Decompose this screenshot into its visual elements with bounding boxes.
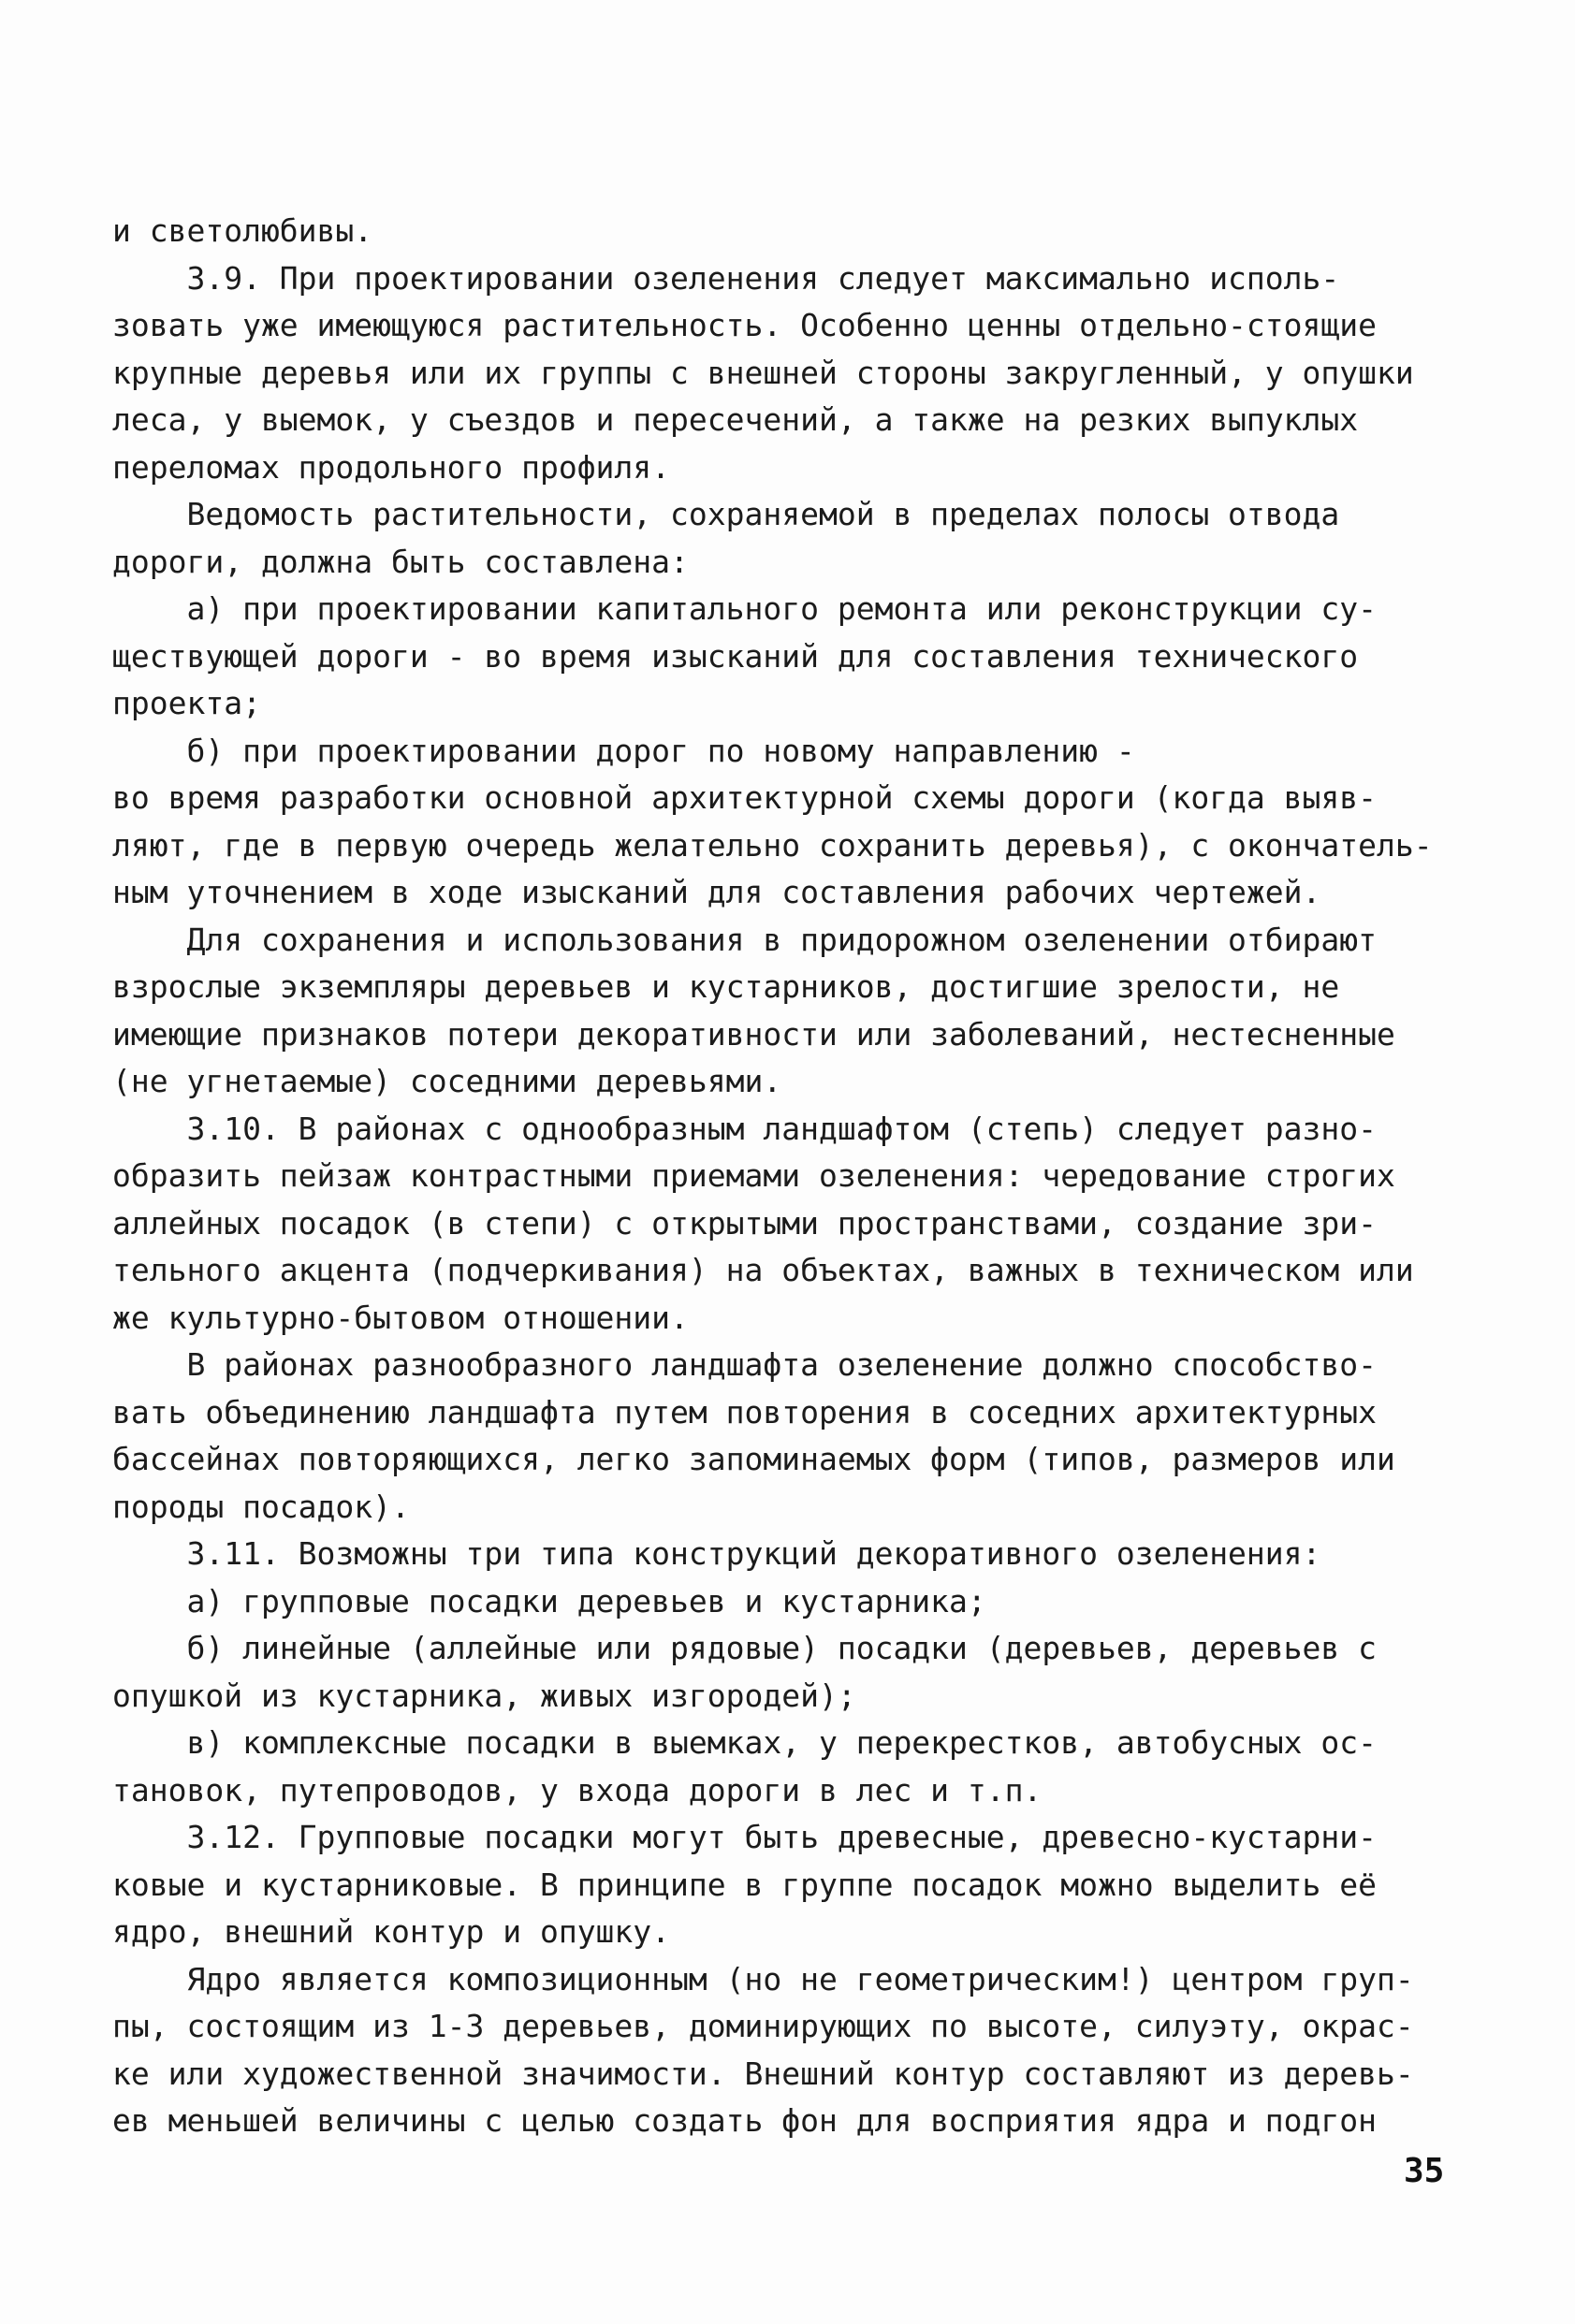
text-line: опушкой из кустарника, живых изгородей); (112, 1677, 856, 1714)
text-line: проекта; (112, 685, 261, 721)
text-line: зовать уже имеющуюся растительность. Особенно ценны отдельно-стоящие (112, 307, 1378, 343)
text-line: В районах разнообразного ландшафта озеленение должно способство- (112, 1346, 1378, 1383)
text-line: породы посадок). (112, 1488, 410, 1525)
body-text (112, 208, 1460, 2145)
text-line: а) при проектировании капитального ремонта или реконструкции су- (112, 590, 1378, 627)
text-line: тановок, путепроводов, у входа дороги в лес и т.п. (112, 1771, 1043, 1808)
text-line: ным уточнением в ходе изысканий для составления рабочих чертежей. (112, 874, 1321, 910)
text-line: ществующей дороги - во время изысканий для составления технического (112, 637, 1359, 675)
text-line: вать объединению ландшафта путем повторения в соседних архитектурных (112, 1393, 1378, 1431)
text-line: Ведомость растительности, сохраняемой в пределах полосы отвода (112, 496, 1340, 532)
text-line: 3.12. Групповые посадки могут быть древесные, древесно-кустарни- (112, 1819, 1378, 1855)
text-line: ядро, внешний контур и опушку. (112, 1913, 671, 1950)
text-line: б) при проектировании дорог по новому направлению - (112, 732, 1135, 769)
text-line: во время разработки основной архитектурной схемы дороги (когда выяв- (112, 779, 1378, 816)
text-line: ке или художественной значимости. Внешний контур составляют из деревь- (112, 2055, 1414, 2092)
text-line: тельного акцента (подчеркивания) на объектах, важных в техническом или (112, 1252, 1414, 1288)
text-line: 3.10. В районах с однообразным ландшафтом (степь) следует разно- (112, 1110, 1378, 1147)
text-line: в) комплексные посадки в выемках, у перекрестков, автобусных ос- (112, 1724, 1378, 1761)
text-line: Для сохранения и использования в придорожном озеленении отбирают (112, 921, 1378, 958)
text-line: 3.11. Возможны три типа конструкций декоративного озеленения: (112, 1535, 1321, 1572)
text-line: образить пейзаж контрастными приемами озеленения: чередование строгих (112, 1157, 1395, 1194)
text-line: леса, у выемок, у съездов и пересечений, а также на резких выпуклых (112, 401, 1359, 438)
text-line: имеющие признаков потери декоративности или заболеваний, нестесненные (112, 1015, 1395, 1053)
text-line: ковые и кустарниковые. В принципе в группе посадок можно выделить её (112, 1866, 1378, 1903)
text-line: пы, состоящим из 1-3 деревьев, доминирующих по высоте, силуэту, окрас- (112, 2008, 1414, 2044)
text-line: взрослые экземпляры деревьев и кустарников, достигшие зрелости, не (112, 968, 1340, 1005)
text-line: дороги, должна быть составлена: (112, 543, 689, 580)
text-line: Ядро является композиционным (но не геометрическим!) центром груп- (112, 1960, 1414, 1997)
text-line: аллейных посадок (в степи) с открытыми пространствами, создание зри- (112, 1204, 1378, 1242)
text-line: переломах продольного профиля. (112, 448, 671, 486)
page-number: 35 (1404, 2152, 1445, 2190)
text-line: а) групповые посадки деревьев и кустарника; (112, 1582, 986, 1620)
text-line: бассейнах повторяющихся, легко запоминаемых форм (типов, размеров или (112, 1441, 1395, 1477)
text-line: ев меньшей величины с целью создать фон для восприятия ядра и подгон (112, 2102, 1378, 2139)
text-line: же культурно-бытовом отношении. (112, 1299, 689, 1336)
text-line: ляют, где в первую очередь желательно сохранить деревья), с окончатель- (112, 826, 1433, 864)
text-line: и светолюбивы. (112, 212, 373, 249)
text-line: крупные деревья или их группы с внешней стороны закругленный, у опушки (112, 354, 1414, 391)
text-line: 3.9. При проектировании озеленения следует максимально исполь- (112, 259, 1340, 297)
text-line: (не угнетаемые) соседними деревьями. (112, 1063, 782, 1099)
text-line: б) линейные (аллейные или рядовые) посадки (деревьев, деревьев с (112, 1630, 1378, 1666)
